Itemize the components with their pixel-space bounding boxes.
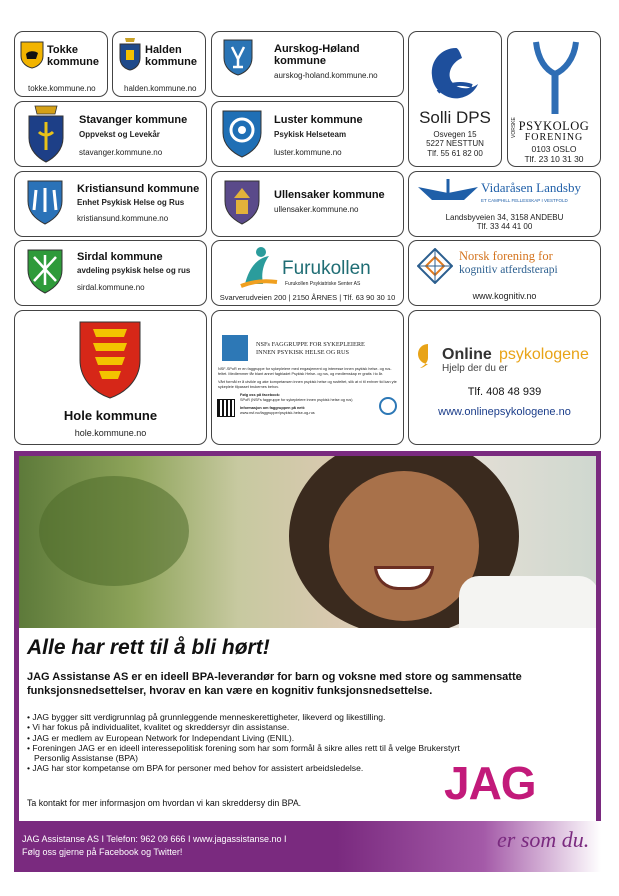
jag-footer	[14, 821, 601, 872]
vidaasen-logo-icon	[417, 179, 479, 201]
ad-stavanger	[14, 101, 207, 167]
aurskog-name: Aurskog-Høland kommune	[274, 43, 360, 67]
jag-headline: Alle har rett til å bli hørt!	[27, 636, 270, 659]
ad-vidaasen	[408, 171, 601, 237]
kristiansund-dept: Enhet Psykisk Helse og Rus	[77, 198, 185, 207]
online-phone: Tlf. 408 48 939	[467, 386, 542, 398]
halden-url[interactable]: halden.kommune.no	[124, 84, 197, 93]
ad-halden	[112, 31, 206, 97]
vidaasen-name: Vidaråsen Landsby	[481, 180, 581, 195]
online-url[interactable]: www.onlinepsykologene.no	[438, 406, 571, 418]
ad-tokke	[14, 31, 108, 97]
online-tagline: Hjelp der du er	[442, 363, 508, 374]
sirdal-dept: avdeling psykisk helse og rus	[77, 266, 191, 275]
jag-bullets	[27, 712, 497, 774]
nsf-heading1: NSFs FAGGRUPPE FOR SYKEPLEIERE	[256, 341, 365, 348]
nsf-text2: Vårt formål er å utvikle og øke kompetansen innen psykisk helse og rusfeltet, slik at vi til enhver tid kan yte sykepleie tilpasset brukernes behov.	[218, 380, 397, 389]
ullensaker-name: Ullensaker kommune	[274, 189, 385, 201]
vidaasen-tagline: ET CAMPHILL FELLESSKAP I VESTFOLD	[481, 198, 568, 203]
nsf-info[interactable]: www.nsf.no/faggrupper/psykisk-helse-og-rus	[240, 411, 315, 415]
list-item: • Foreningen JAG er en ideell interessepolitisk forening som har som formål å sikre alles rett til å velge Brukerstyrt Personlig Assistanse (BPA)	[27, 742, 460, 764]
nsf-text1: NSF-SPoR er en faggruppe for sykepleiere med engasjement og interesse innen psykisk helse- og rus-feltet. Medlemmer får blant annet fagbladet Psykisk Helse- og rus, og medlemskap er gratis i to år.	[218, 367, 392, 376]
ad-onlinepsykologene	[408, 310, 601, 445]
ad-hole	[14, 310, 207, 445]
furukollen-name: Furukollen	[282, 258, 371, 279]
halden-name: Halden kommune	[145, 44, 197, 68]
kognitiv-line2: kognitiv atferdsterapi	[459, 264, 558, 276]
ad-psykologforening	[507, 31, 601, 167]
kognitiv-logo-icon	[417, 248, 453, 284]
nsf-qr-icon	[218, 400, 234, 416]
ad-furukollen	[211, 240, 404, 306]
ad-ullensaker	[211, 171, 404, 237]
photo-shirt	[459, 576, 596, 628]
kognitiv-url[interactable]: www.kognitiv.no	[472, 291, 537, 301]
stavanger-crest-icon	[27, 104, 65, 164]
aurskog-crest-icon	[223, 39, 253, 77]
furukollen-logo-icon	[239, 246, 279, 288]
jag-footer-line2[interactable]: Følg oss gjerne på Facebook og Twitter!	[22, 847, 183, 857]
solli-logo-icon	[426, 46, 484, 102]
solli-address: Osvegen 15	[433, 130, 477, 139]
tokke-name: Tokke kommune	[47, 44, 99, 68]
nsf-facebook[interactable]: SPoR (NSFs faggruppe for sykepleiere innen psykisk helse og rus)	[240, 398, 353, 402]
kristiansund-crest-icon	[27, 180, 63, 226]
ad-sirdal	[14, 240, 207, 306]
luster-url[interactable]: luster.kommune.no	[274, 148, 342, 157]
kristiansund-url[interactable]: kristiansund.kommune.no	[77, 214, 169, 223]
furukollen-address: Svarverudveien 200 | 2150 ÅRNES | Tlf. 63 90 30 10	[219, 293, 396, 302]
list-item: • JAG bygger sitt verdigrunnlag på grunnleggende menneskerettigheter, likeverd og likestilling.	[27, 712, 386, 722]
stavanger-url[interactable]: stavanger.kommune.no	[79, 148, 163, 157]
luster-crest-icon	[222, 110, 262, 158]
vidaasen-address: Landsbyveien 34, 3158 ANDEBU	[445, 213, 564, 222]
online-brand2: psykologene	[499, 346, 589, 363]
stavanger-name: Stavanger kommune	[79, 114, 188, 126]
nsf-facebook-label: Følg oss på facebook:	[240, 393, 281, 397]
list-item: • JAG har stor kompetanse om BPA for personer med behov for assistert arbeidsledelse.	[27, 763, 364, 774]
nsf-seal-icon	[379, 397, 397, 415]
ullensaker-crest-icon	[224, 180, 260, 226]
psykolog-phone: Tlf. 23 10 31 30	[524, 154, 584, 164]
stavanger-dept: Oppvekst og Levekår	[79, 130, 160, 139]
list-item: • JAG er medlem av European Network for Independant Living (ENIL).	[27, 732, 295, 743]
ad-nsf	[211, 310, 404, 445]
hole-name: Hole kommune	[63, 408, 158, 423]
luster-dept: Psykisk Helseteam	[274, 130, 347, 139]
tokke-url[interactable]: tokke.kommune.no	[28, 84, 96, 93]
jag-photo	[19, 456, 596, 628]
sirdal-name: Sirdal kommune	[77, 251, 163, 263]
hole-url[interactable]: hole.kommune.no	[74, 428, 147, 438]
list-item: • Vi har fokus på individualitet, kvalitet og skreddersyr din assistanse.	[27, 722, 290, 733]
furukollen-tagline: Furukollen Psykiatriske Senter AS	[285, 281, 361, 287]
jag-content	[19, 628, 596, 826]
hole-crest-icon	[79, 321, 141, 399]
solli-city: 5227 NESTTUN	[426, 139, 484, 148]
ad-jag	[14, 451, 601, 872]
sirdal-crest-icon	[27, 249, 63, 295]
tokke-crest-icon	[20, 41, 44, 69]
aurskog-url[interactable]: aurskog-holand.kommune.no	[274, 71, 378, 80]
nsf-info-label: Informasjon om faggruppen på nett:	[240, 406, 306, 410]
ad-kristiansund	[14, 171, 207, 237]
photo-foliage	[39, 476, 189, 586]
kristiansund-name: Kristiansund kommune	[77, 183, 200, 195]
sirdal-url[interactable]: sirdal.kommune.no	[77, 283, 145, 292]
photo-face	[329, 471, 479, 621]
jag-footer-line1[interactable]: JAG Assistanse AS I Telefon: 962 09 666 I www.jagassistanse.no I	[22, 834, 287, 844]
psykologforening-logo-icon	[526, 38, 584, 116]
jag-intro: JAG Assistanse AS er en ideell BPA-leverandør for barn og voksne med store og sammensatte funksjonsnedsettelser, hvorav en kan være en kognitiv funksjonsnedsettelse.	[27, 671, 522, 697]
kognitiv-line1: Norsk forening for	[459, 249, 553, 263]
jag-logo: JAG	[444, 757, 536, 809]
ad-luster	[211, 101, 404, 167]
solli-name: Solli DPS	[419, 108, 491, 127]
halden-crest-icon	[118, 36, 142, 72]
luster-name: Luster kommune	[274, 114, 363, 126]
solli-phone: Tlf. 55 61 82 00	[427, 149, 483, 158]
psykolog-vertical: VORSKE	[511, 117, 517, 138]
ad-kognitiv	[408, 240, 601, 306]
nsf-logo-icon	[222, 335, 248, 361]
ullensaker-url[interactable]: ullensaker.kommune.no	[274, 205, 359, 214]
jag-contact: Ta kontakt for mer informasjon om hvordan vi kan skreddersy din BPA.	[27, 798, 302, 808]
psykolog-line2: FORENING	[524, 132, 584, 143]
nsf-heading2: INNEN PSYKISK HELSE OG RUS	[256, 349, 350, 356]
jag-logo-tagline: er som du.	[497, 827, 590, 852]
online-logo-icon	[417, 343, 439, 369]
psykolog-line1: PSYKOLOG	[518, 119, 590, 133]
ad-aurskog	[211, 31, 404, 97]
vidaasen-phone: Tlf. 33 44 41 00	[476, 222, 533, 231]
psykolog-city: 0103 OSLO	[531, 144, 577, 154]
ad-solli	[408, 31, 502, 167]
online-brand1: Online	[442, 346, 492, 363]
